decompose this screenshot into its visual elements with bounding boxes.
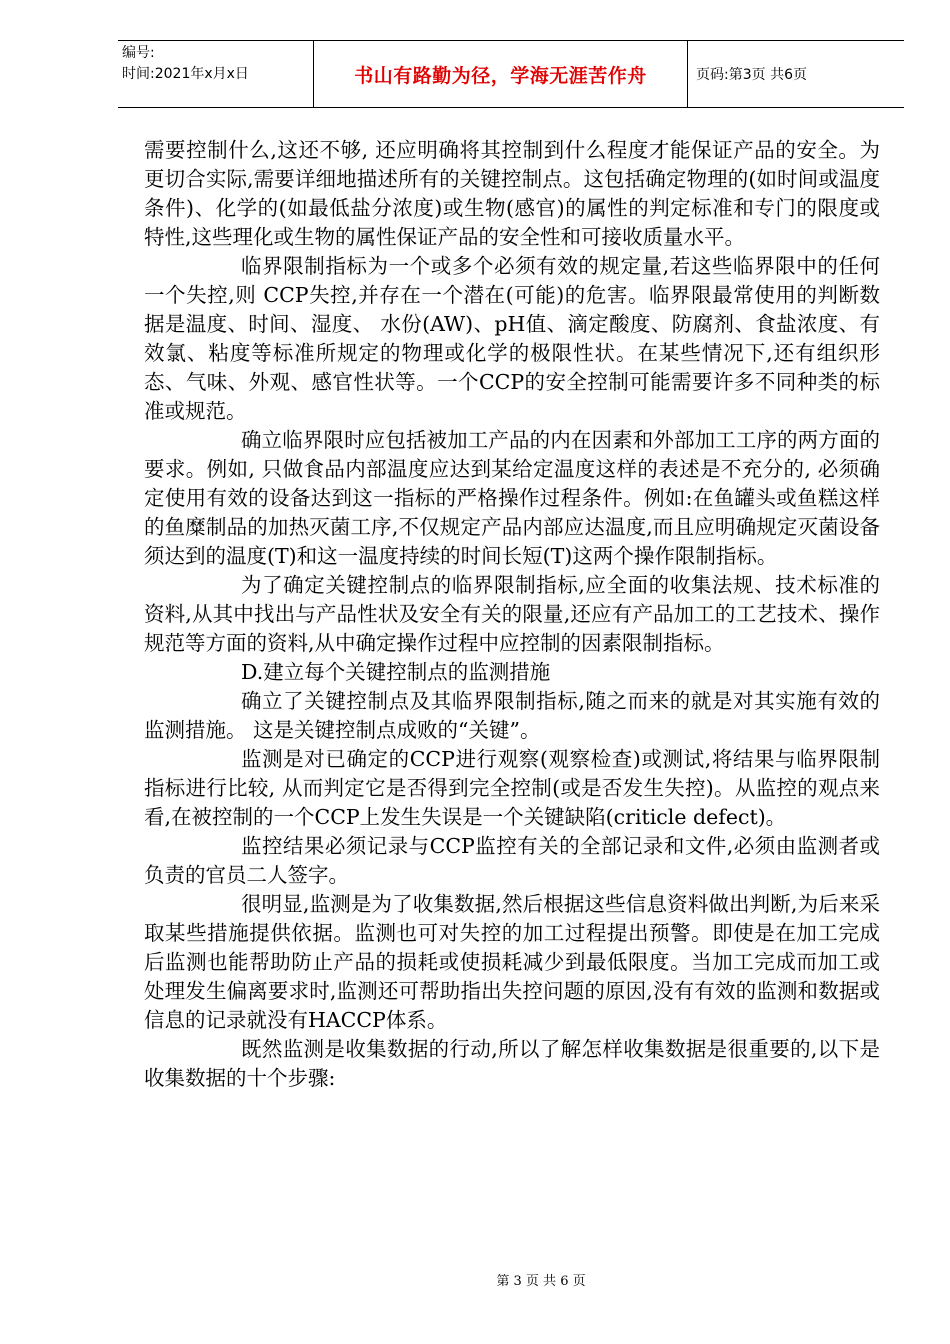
paragraph: 为了确定关键控制点的临界限制指标,应全面的收集法规、技术标准的资料,从其中找出与产品性状及安全有关的限量,还应有产品加工的工艺技术、操作规范等方面的资料,从中确定操作过程中应控制的因素限制指标。 (144, 573, 880, 655)
paragraph: 很明显,监测是为了收集数据,然后根据这些信息资料做出判断,为后来采取某些措施提供依据。监测也可对失控的加工过程提出预警。即使是在加工完成后监测也能帮助防止产品的损耗或使损耗减少到最低限度。当加工完成而加工或处理发生偏离要求时,监测还可帮助指出失控问题的原因,没有有效的监测和数据或信息的记录就没有HACCP体系。 (144, 892, 880, 1032)
paragraph: 监测是对已确定的CCP进行观察(观察检查)或测试,将结果与临界限制指标进行比较, 从而判定它是否得到完全控制(或是否发生失控)。从监控的观点来看,在被控制的一个CCP上发生失误是一个关键缺陷(criticle defect)。 (144, 747, 880, 829)
header-meta (118, 41, 314, 107)
paragraph: 需要控制什么,这还不够, 还应明确将其控制到什么程度才能保证产品的安全。为更切合实际,需要详细地描述所有的关键控制点。这包括确定物理的(如时间或温度条件)、化学的(如最低盐分浓度)或生物(感官)的属性的判定标准和专门的限度或特性,这些理化或生物的属性保证产品的安全性和可接收质量水平。 (144, 138, 880, 249)
paragraph: 既然监测是收集数据的行动,所以了解怎样收集数据是很重要的,以下是收集数据的十个步骤: (144, 1037, 880, 1090)
footer-page-number: 第 3 页 共 6 页 (496, 1274, 586, 1289)
page-header (118, 40, 904, 108)
document-body (144, 136, 880, 1093)
paragraph: 监控结果必须记录与CCP监控有关的全部记录和文件,必须由监测者或负责的官员二人签字。 (144, 834, 880, 887)
paragraph: 临界限制指标为一个或多个必须有效的规定量,若这些临界限中的任何一个失控,则 CCP失控,并存在一个潜在(可能)的危害。临界限最常使用的判断数据是温度、时间、湿度、 水份(AW)、pH值、滴定酸度、防腐剂、食盐浓度、有效氯、粘度等标准所规定的物理或化学的极限性状。在某些情况下,还有组织形态、气味、外观、感官性状等。一个CCP的安全控制可能需要许多不同种类的标准或规范。 (144, 254, 880, 423)
paragraph: 确立临界限时应包括被加工产品的内在因素和外部加工工序的两方面的要求。例如, 只做食品内部温度应达到某给定温度这样的表述是不充分的, 必须确定使用有效的设备达到这一指标的严格操作过程条件。例如:在鱼罐头或鱼糕这样的鱼糜制品的加热灭菌工序,不仅规定产品内部应达温度,而且应明确规定灭菌设备须达到的温度(T)和这一温度持续的时间长短(T)这两个操作限制指标。 (144, 428, 880, 568)
header-motto: 书山有路勤为径，学海无涯苦作舟 (314, 41, 688, 107)
time-label: 时间:2021年x月x日 (122, 66, 249, 82)
paragraph: D.建立每个关键控制点的监测措施 (241, 660, 551, 684)
number-label: 编号: (122, 45, 155, 61)
page-footer (0, 1270, 950, 1289)
header-page-label: 页码:第3页 共6页 (696, 67, 807, 83)
paragraph: 确立了关键控制点及其临界限制指标,随之而来的就是对其实施有效的监测措施。 这是关键控制点成败的“关键”。 (144, 689, 880, 742)
